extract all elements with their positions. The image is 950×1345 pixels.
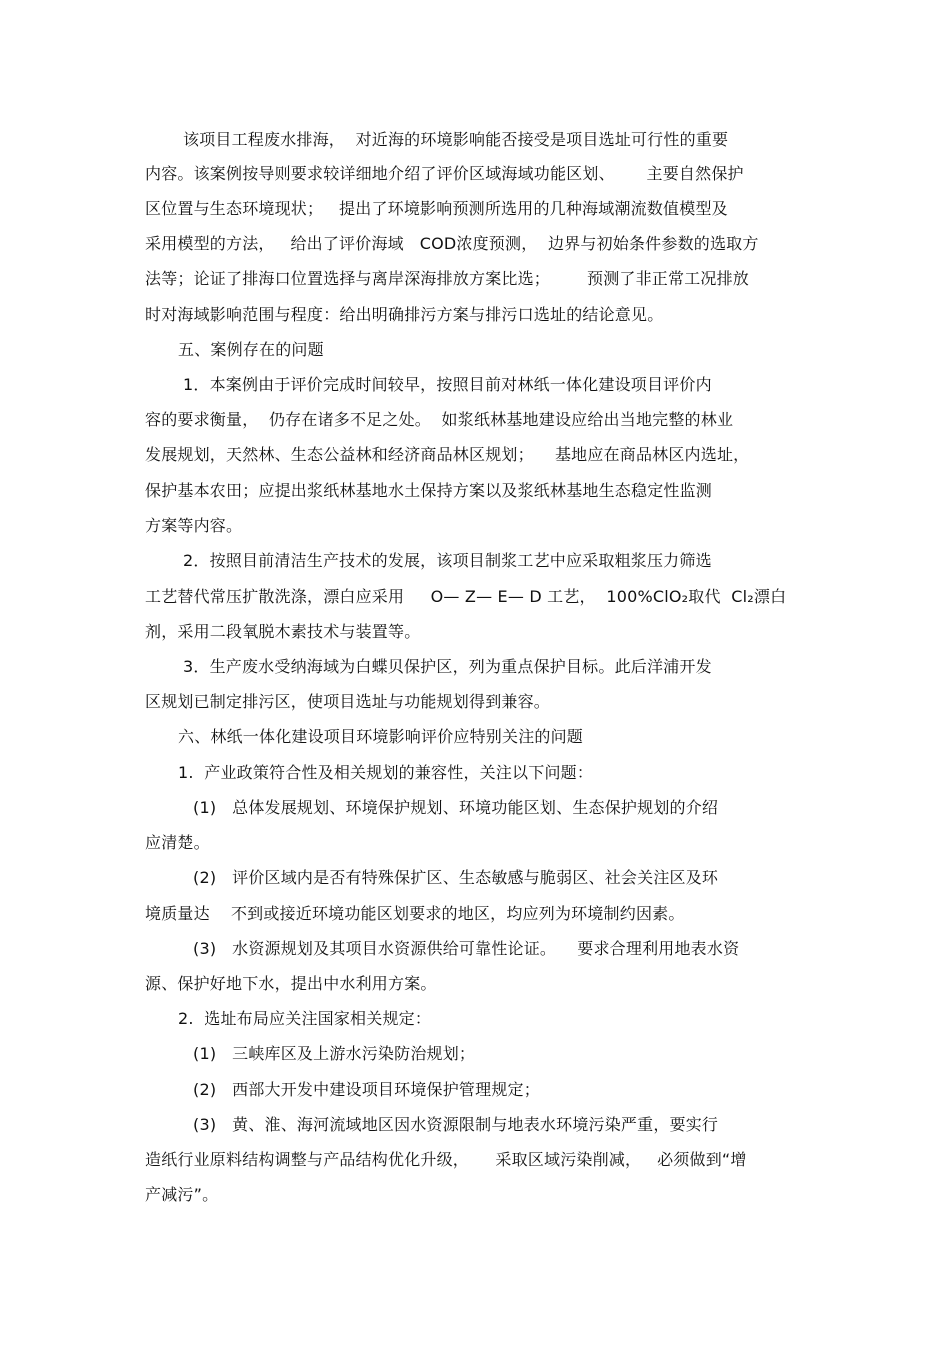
paragraph-line: 2．按照目前清洁生产技术的发展，该项目制浆工艺中应采取粗浆压力筛选: [183, 551, 712, 570]
paragraph-line: 采用模型的方法， 给出了评价海域 COD浓度预测， 边界与初始条件参数的选取方: [145, 234, 759, 253]
paragraph-line: (2) 评价区域内是否有特殊保扩区、生态敏感与脆弱区、社会关注区及环: [193, 868, 719, 887]
paragraph-line: 1. 产业政策符合性及相关规划的兼容性，关注以下问题：: [178, 763, 594, 782]
paragraph-line: 内容。该案例按导则要求较详细地介绍了评价区域海域功能区划、 主要自然保护: [145, 164, 744, 183]
paragraph-line: (2) 西部大开发中建设项目环境保护管理规定；: [193, 1080, 540, 1099]
section-heading: 五、案例存在的问题: [178, 340, 324, 359]
paragraph-line: 剂，采用二段氧脱木素技术与装置等。: [145, 622, 421, 641]
paragraph-line: 造纸行业原料结构调整与产品结构优化升级， 采取区域污染削减， 必须做到“增: [145, 1150, 747, 1169]
paragraph-line: 时对海域影响范围与程度：给出明确排污方案与排污口选址的结论意见。: [145, 305, 664, 324]
paragraph-line: 区规划已制定排污区，使项目选址与功能规划得到兼容。: [145, 692, 551, 711]
paragraph-line: 境质量达 不到或接近环境功能区划要求的地区，均应列为环境制约因素。: [145, 904, 685, 923]
paragraph-line: (3) 水资源规划及其项目水资源供给可靠性论证。 要求合理利用地表水资: [193, 939, 740, 958]
paragraph-line: 区位置与生态环境现状； 提出了环境影响预测所选用的几种海域潮流数值模型及: [145, 199, 728, 218]
paragraph-line: (1) 总体发展规划、环境保护规划、环境功能区划、生态保护规划的介绍: [193, 798, 719, 817]
paragraph-line: 容的要求衡量， 仍存在诸多不足之处。 如浆纸林基地建设应给出当地完整的林业: [145, 410, 734, 429]
paragraph-line: 法等；论证了排海口位置选择与离岸深海排放方案比选； 预测了非正常工况排放: [145, 269, 750, 288]
paragraph-line: 方案等内容。: [145, 516, 243, 535]
paragraph-line: 3．生产废水受纳海域为白蝶贝保护区，列为重点保护目标。此后洋浦开发: [183, 657, 712, 676]
paragraph-line: 源、保护好地下水，提出中水利用方案。: [145, 974, 437, 993]
paragraph-line: 产减污”。: [145, 1185, 219, 1204]
paragraph-line: 2. 选址布局应关注国家相关规定：: [178, 1009, 432, 1028]
paragraph-line: 工艺替代常压扩散洗涤，漂白应采用 O— Z— E— D 工艺， 100%ClO₂取代 Cl₂漂白: [145, 587, 787, 606]
paragraph-line: 1．本案例由于评价完成时间较早，按照目前对林纸一体化建设项目评价内: [183, 375, 712, 394]
paragraph-line: 该项目工程废水排海， 对近海的环境影响能否接受是项目选址可行性的重要: [183, 130, 729, 149]
section-heading: 六、林纸一体化建设项目环境影响评价应特别关注的问题: [178, 727, 584, 746]
paragraph-line: 发展规划，天然林、生态公益林和经济商品林区规划； 基地应在商品林区内选址，: [145, 445, 750, 464]
paragraph-line: (1) 三峡库区及上游水污染防治规划；: [193, 1044, 476, 1063]
paragraph-line: (3) 黄、淮、海河流域地区因水资源限制与地表水环境污染严重，要实行: [193, 1115, 719, 1134]
paragraph-line: 保护基本农田；应提出浆纸林基地水土保持方案以及浆纸林基地生态稳定性监测: [145, 481, 713, 500]
paragraph-line: 应清楚。: [145, 833, 210, 852]
